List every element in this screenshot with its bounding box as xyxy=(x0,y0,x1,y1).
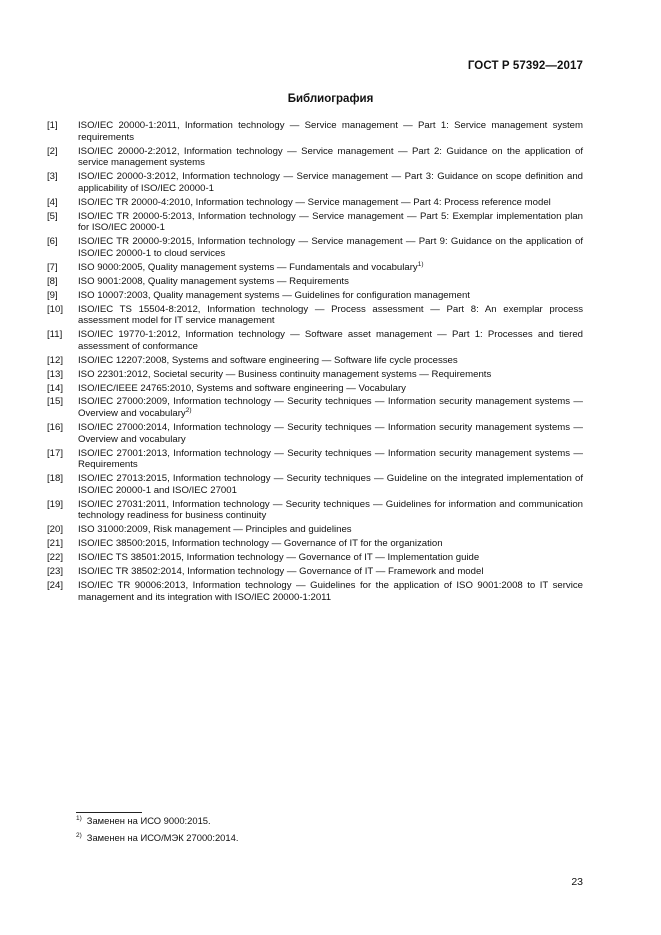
reference-text: ISO/IEC 27013:2015, Information technology — Security techniques — Guideline on the integrated implementation of ISO/IEC 20000-1 and ISO/IEC 27001 xyxy=(78,473,583,496)
reference-item xyxy=(47,276,583,288)
footnote-text: Заменен на ИСО/МЭК 27000:2014. xyxy=(86,832,239,843)
reference-number: [7] xyxy=(47,261,58,273)
reference-number: [3] xyxy=(47,171,58,183)
reference-text: ISO/IEC 20000-1:2011, Information technology — Service management — Part 1: Service management system requirements xyxy=(78,120,583,143)
reference-text: ISO/IEC TR 20000-5:2013, Information technology — Service management — Part 5: Exemplar implementation plan for ISO/IEC 20000-1 xyxy=(78,210,583,234)
reference-text: ISO/IEC 27000:2009, Information technology — Security techniques — Information security management systems — Overview and vocabulary xyxy=(78,396,583,420)
reference-item xyxy=(47,580,583,603)
reference-number: [5] xyxy=(47,210,58,222)
reference-item xyxy=(47,448,583,471)
footnote-marker: 2) xyxy=(76,831,82,839)
reference-number: [23] xyxy=(47,566,64,578)
reference-number: [6] xyxy=(47,236,58,248)
reference-text: ISO 31000:2009, Risk management — Principles and guidelines xyxy=(78,524,352,536)
reference-item xyxy=(47,499,583,522)
reference-number: [18] xyxy=(47,473,64,485)
footnote-ref: 1) xyxy=(417,260,424,268)
footnote-ref: 2) xyxy=(185,406,192,414)
footnote-marker: 1) xyxy=(76,814,82,822)
reference-text: ISO/IEC TR 38502:2014, Information technology — Governance of IT — Framework and model xyxy=(78,566,484,578)
reference-item xyxy=(47,120,583,143)
reference-item xyxy=(47,396,583,419)
reference-list xyxy=(47,120,583,606)
reference-number: [21] xyxy=(47,538,64,550)
reference-number: [12] xyxy=(47,354,64,366)
reference-text-with-footnote xyxy=(78,396,583,419)
reference-number: [13] xyxy=(47,368,64,380)
reference-text: ISO/IEC 27031:2011, Information technology — Security techniques — Guidelines for information and communication technology readiness for business continuity xyxy=(78,498,583,522)
reference-number: [15] xyxy=(47,396,64,408)
reference-number: [22] xyxy=(47,552,64,564)
reference-text: ISO/IEC TR 90006:2013, Information technology — Guidelines for the application of ISO 9001:2008 to IT service management and its integration with ISO/IEC 20000-1:2011 xyxy=(78,579,583,603)
reference-text: ISO 10007:2003, Quality management systems — Guidelines for configuration management xyxy=(78,289,470,301)
reference-item xyxy=(47,262,583,274)
reference-number: [19] xyxy=(47,498,64,510)
reference-text: ISO/IEC 20000-3:2012, Information technology — Service management — Part 3: Guidance on scope definition and applicability of ISO/IEC 20000-1 xyxy=(78,171,583,194)
reference-number: [14] xyxy=(47,382,64,394)
reference-item xyxy=(47,304,583,327)
reference-text: ISO/IEC 20000-2:2012, Information technology — Service management — Part 2: Guidance on the application of service management systems xyxy=(78,145,583,169)
bibliography-title: Библиография xyxy=(287,93,374,105)
reference-number: [20] xyxy=(47,524,64,536)
reference-number: [24] xyxy=(47,579,64,591)
reference-text: ISO/IEC TS 15504-8:2012, Information technology — Process assessment — Part 8: An exemplar process assessment model for IT service management xyxy=(78,303,583,327)
reference-item xyxy=(47,369,583,381)
reference-item xyxy=(47,197,583,209)
reference-number: [4] xyxy=(47,196,58,208)
reference-number: [11] xyxy=(47,329,63,341)
reference-text: ISO/IEC TR 20000-4:2010, Information technology — Service management — Part 4: Process reference model xyxy=(78,196,551,208)
footnote-text: Заменен на ИСО 9000:2015. xyxy=(86,815,211,826)
reference-item xyxy=(47,290,583,302)
footnotes xyxy=(76,815,576,849)
reference-item xyxy=(47,538,583,550)
reference-text: ISO 22301:2012, Societal security — Business continuity management systems — Requirements xyxy=(78,368,492,380)
reference-number: [10] xyxy=(47,303,64,315)
reference-text: ISO/IEC/IEEE 24765:2010, Systems and software engineering — Vocabulary xyxy=(78,382,406,394)
reference-item xyxy=(47,355,583,367)
reference-number: [2] xyxy=(47,145,58,157)
reference-text: ISO/IEC TS 38501:2015, Information technology — Governance of IT — Implementation guide xyxy=(78,552,480,564)
reference-item xyxy=(47,236,583,259)
reference-item xyxy=(47,552,583,564)
footnote xyxy=(76,815,576,826)
document-code: ГОСТ Р 57392—2017 xyxy=(467,60,583,72)
reference-text: ISO/IEC 38500:2015, Information technology — Governance of IT for the organization xyxy=(78,538,443,550)
reference-text: ISO/IEC 27001:2013, Information technology — Security techniques — Information security management systems — Requirements xyxy=(78,447,583,471)
reference-item xyxy=(47,524,583,536)
reference-number: [16] xyxy=(47,421,64,433)
reference-text: ISO/IEC TR 20000-9:2015, Information technology — Service management — Part 9: Guidance on the application of ISO/IEC 20000-1 to cloud services xyxy=(78,236,583,259)
reference-text: ISO/IEC 19770-1:2012, Information technology — Software asset management — Part 1: Processes and tiered assessment of conformance xyxy=(78,329,583,352)
reference-number: [8] xyxy=(47,275,58,287)
reference-item xyxy=(47,211,583,234)
reference-item xyxy=(47,473,583,496)
reference-number: [1] xyxy=(47,120,58,131)
reference-number: [17] xyxy=(47,447,64,459)
footnote-divider xyxy=(76,812,142,813)
reference-text: ISO 9001:2008, Quality management systems — Requirements xyxy=(78,275,349,287)
reference-item xyxy=(47,329,583,352)
reference-item xyxy=(47,171,583,194)
footnote xyxy=(76,832,576,843)
reference-text-with-footnote xyxy=(78,262,583,274)
reference-item xyxy=(47,383,583,395)
reference-item xyxy=(47,146,583,169)
reference-text: ISO/IEC 27000:2014, Information technology — Security techniques — Information security management systems — Overview and vocabulary xyxy=(78,421,583,445)
reference-number: [9] xyxy=(47,289,58,301)
reference-item xyxy=(47,566,583,578)
reference-text: ISO/IEC 12207:2008, Systems and software engineering — Software life cycle processes xyxy=(78,354,458,366)
reference-text: ISO 9000:2005, Quality management systems — Fundamentals and vocabulary xyxy=(78,261,418,273)
reference-item xyxy=(47,422,583,445)
page-number: 23 xyxy=(571,876,583,888)
